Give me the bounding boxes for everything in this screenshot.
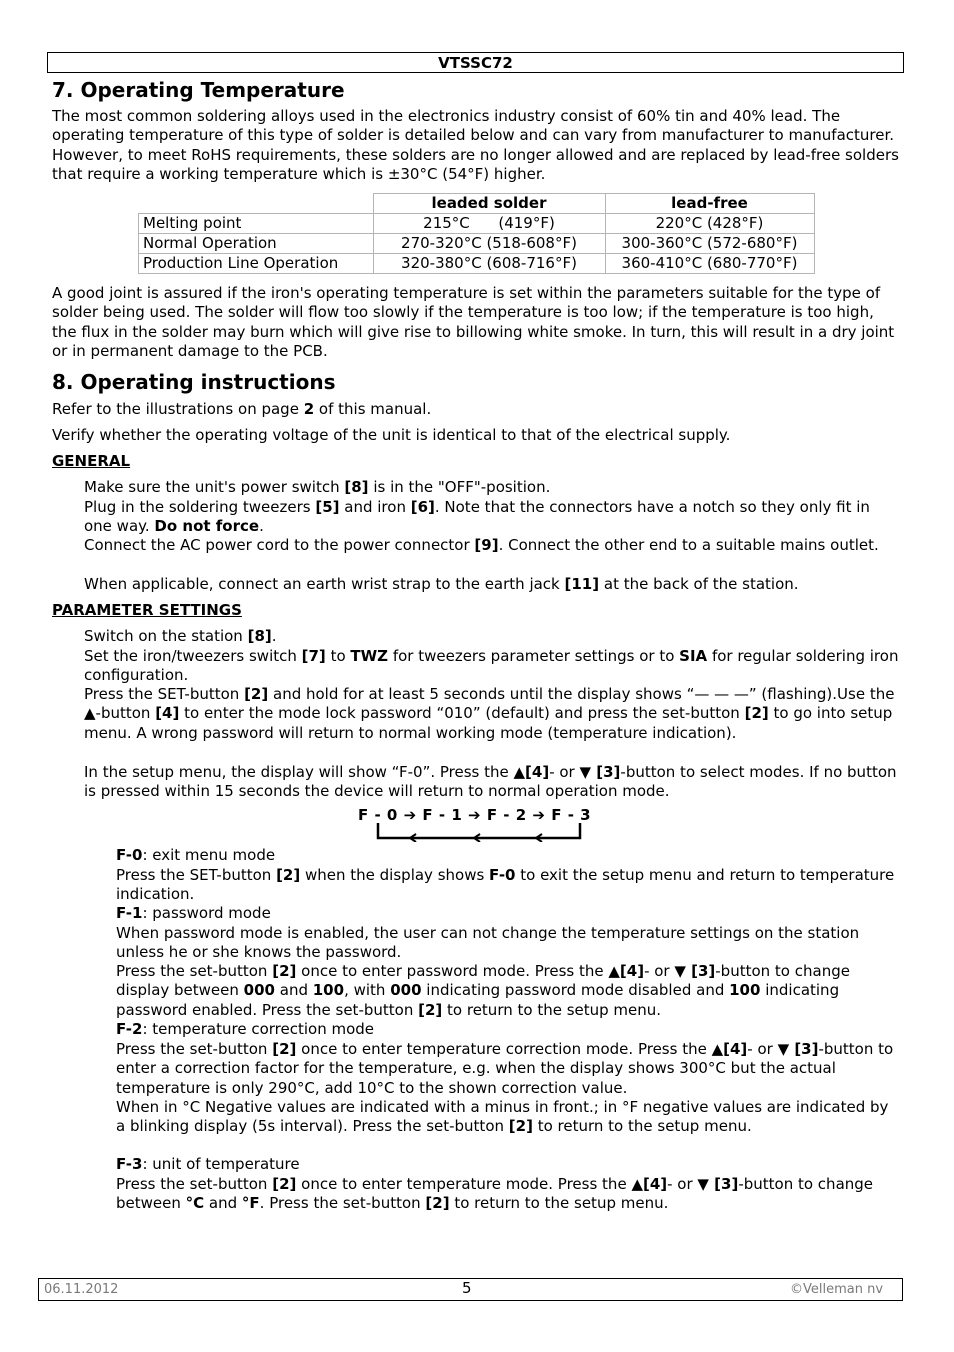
row-label: Production Line Operation [139,254,374,274]
f0-text: Press the SET-button [2] when the display shows F-0 to exit the setup menu and return to temperature indication. [116,866,895,904]
general-step-2: Plug in the soldering tweezers [5] and iron [6]. Note that the connectors have a notch so they only fit in one way. Do not force. [84,498,870,536]
arrow-right-icon: ➔ [403,806,417,824]
section-7-heading: 7. Operating Temperature [52,78,345,102]
f2-text: Press the set-button [2] once to enter temperature correction mode. Press the ▲[4]- or ▼ [3]-button to enter a correction factor for the temperature, e.g. when the display shows 300°C but the actual temperature is only 290°C, add 10°C to the shown correction value. [116,1040,894,1097]
section-8-heading: 8. Operating instructions [52,370,336,394]
table-corner [139,194,374,214]
arrow-right-icon: ➔ [532,806,546,824]
refer-paragraph [52,400,902,419]
flow-step: F - 0 [358,806,398,824]
f3-text: Press the set-button [2] once to enter temperature mode. Press the ▲[4]- or ▼ [3]-button to change between °C and °F. Press the set-button [2] to return to the setup menu. [116,1175,874,1213]
general-step-4: When applicable, connect an earth wrist strap to the earth jack [11] at the back of the station. [84,575,799,593]
f1-instructions: Press the set-button [2] once to enter password mode. Press the ▲[4]- or ▼ [3]-button to change display between 000 and 100, with 000 indicating password mode disabled and 100 indicating password enabled. Press the set-button [2] to return to the setup menu. [116,962,850,1019]
f2-title: F-2: temperature correction mode [116,1020,375,1038]
document-model-header: VTSSC72 [438,54,513,72]
leaded-value: 270-320°C (518-608°F) [373,234,605,254]
refer-text: Refer to the illustrations on page [52,400,304,418]
f1-text: When password mode is enabled, the user can not change the temperature settings on the station unless he or she knows the password. [116,924,860,962]
param-step-3: Press the SET-button [2] and hold for at least 5 seconds until the display shows “— — —” (flashing).Use the ▲-button [4] to enter the mode lock password “010” (default) and press the set-button [2] to go into setup menu. A wrong password will return to normal working mode (temperature indication). [84,685,895,742]
leadfree-value: 360-410°C (680-770°F) [605,254,814,274]
verify-paragraph: Verify whether the operating voltage of the unit is identical to that of the electrical supply. [52,426,731,444]
table-row [139,254,815,274]
param-step-1: Switch on the station [8]. [84,627,277,645]
row-label: Melting point [139,214,374,234]
leaded-value: 215°C (419°F) [373,214,605,234]
footer-copyright: ©Velleman nv [790,1282,884,1297]
f0-title: F-0: exit menu mode [116,846,276,864]
col-header-leadfree: lead-free [605,194,814,214]
leadfree-value: 300-360°C (572-680°F) [605,234,814,254]
param-step-2: Set the iron/tweezers switch [7] to TWZ for tweezers parameter settings or to SIA for regular soldering iron configuration. [84,647,899,685]
general-subheading: GENERAL [52,452,131,470]
table-row [139,214,815,234]
refer-page: 2 [303,400,315,418]
param-step-4: In the setup menu, the display will show “F-0”. Press the ▲[4]- or ▼ [3]-button to select modes. If no button is pressed within 15 seconds the device will return to normal operation mode. [84,763,897,801]
refer-text-end: of this manual. [314,400,432,418]
general-step-3: Connect the AC power cord to the power connector [9]. Connect the other end to a suitable mains outlet. [84,536,879,554]
flow-step: F - 3 [551,806,592,824]
f2-negative-text: When in °C Negative values are indicated with a minus in front.; in °F negative values are indicated by a blinking display (5s interval). Press the set-button [2] to return to the setup menu. [116,1098,889,1136]
page-number: 5 [462,1279,472,1297]
footer-date: 06.11.2012 [44,1282,119,1297]
col-header-leaded: leaded solder [373,194,605,214]
parameter-settings-subheading: PARAMETER SETTINGS [52,601,242,619]
section-7-intro: The most common soldering alloys used in the electronics industry consist of 60% tin and 40% lead. The operating temperature of this type of solder is detailed below and can vary from manufacturer to manufacturer. However, to meet RoHS requirements, these solders are no longer allowed and are replaced by lead-free solders that require a working temperature which is ±30°C (54°F) higher. [52,107,899,183]
table-row [139,234,815,254]
flow-step: F - 2 [486,806,527,824]
general-step-1: Make sure the unit's power switch [8] is in the "OFF"-position. [84,478,551,496]
f1-title: F-1: password mode [116,904,271,922]
flow-step: F - 1 [422,806,463,824]
temperature-table [138,193,815,274]
loop-back-arrow-icon [370,822,585,842]
arrow-right-icon: ➔ [468,806,482,824]
joint-paragraph: A good joint is assured if the iron's operating temperature is set within the parameters suitable for the type of solder being used. The solder will flow too slowly if the temperature is too low; if the temperature is too high, the flux in the solder may burn which will give rise to billowing white smoke. In turn, this will result in a dry joint or in permanent damage to the PCB. [52,284,895,360]
leadfree-value: 220°C (428°F) [605,214,814,234]
row-label: Normal Operation [139,234,374,254]
f3-title: F-3: unit of temperature [116,1155,300,1173]
leaded-value: 320-380°C (608-716°F) [373,254,605,274]
